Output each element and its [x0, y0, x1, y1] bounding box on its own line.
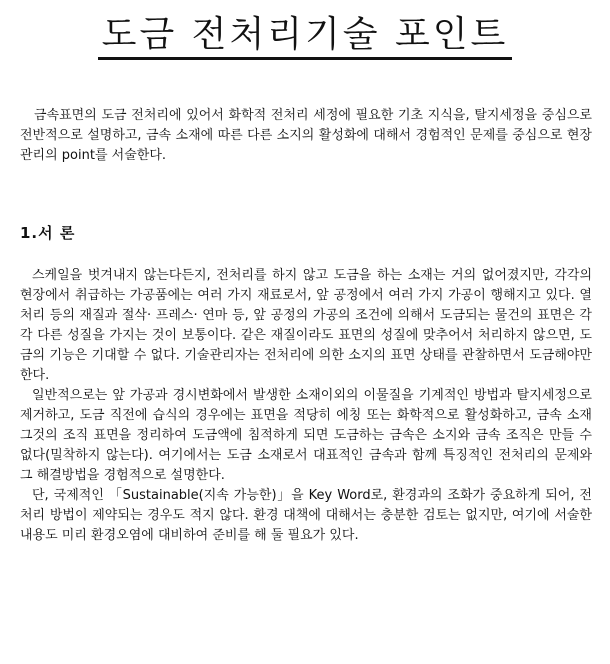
body-paragraph-1: 스케일을 벗겨내지 않는다든지, 전처리를 하지 않고 도금을 하는 소재는 거의 없어졌지만, 각각의 현장에서 취급하는 가공품에는 여러 가지 재료로서, 앞 공정에서 여러 가지 가공이 행해지고 있다. 열처리 등의 재질과 절삭· 프레스· 연마 등, 앞 공정의 가공의 조건에 의해서 도금되는 물건의 표면은 각각 다른 성질을 가지는 것이 보통이다. 같은 재질이라도 표면의 성질에 맞추어서 처리하지 않으면, 도금의 기능은 기대할 수 없다. 기술관리자는 전처리에 의한 소지의 표면 상태를 관찰하면서 도금해야만 한다.: [20, 268, 592, 383]
document-title: [0, 6, 610, 57]
intro-paragraph: 금속표면의 도금 전처리에 있어서 화학적 전처리 세정에 필요한 기초 지식을, 탈지세정을 중심으로 전반적으로 설명하고, 금속 소재에 따른 다른 소지의 활성화에 대해서 경험적인 문제를 중심으로 현장관리의 point를 서술한다.: [20, 108, 592, 163]
body-paragraph-3: 단, 국제적인 「Sustainable(지속 가능한)」을 Key Word로, 환경과의 조화가 중요하게 되어, 전처리 방법이 제약되는 경우도 적지 않다. 환경 대책에 대해서는 충분한 검토는 없지만, 여기에 서술한 내용도 미리 환경오염에 대비하여 준비를 해 둘 필요가 있다.: [20, 488, 592, 543]
section-body: [20, 266, 592, 546]
body-paragraph-2: 일반적으로는 앞 가공과 경시변화에서 발생한 소재이외의 이물질을 기계적인 방법과 탈지세정으로 제거하고, 도금 직전에 습식의 경우에는 표면을 적당히 에칭 또는 화학적으로 활성화하고, 금속 소재 그것의 조직 표면을 정리하여 도금액에 침적하게 되면 도금하는 금속은 소지와 금속 조직은 만들 수 없다(밀착하지 않는다). 여기에서는 도금 소재로서 대표적인 금속과 함께 특징적인 전처리의 문제와 그 해결방법을 경험적으로 설명한다.: [20, 388, 592, 483]
section-heading: 1.서 론: [20, 224, 76, 242]
document-title-text: 도금 전처리기술 포인트: [98, 14, 513, 60]
